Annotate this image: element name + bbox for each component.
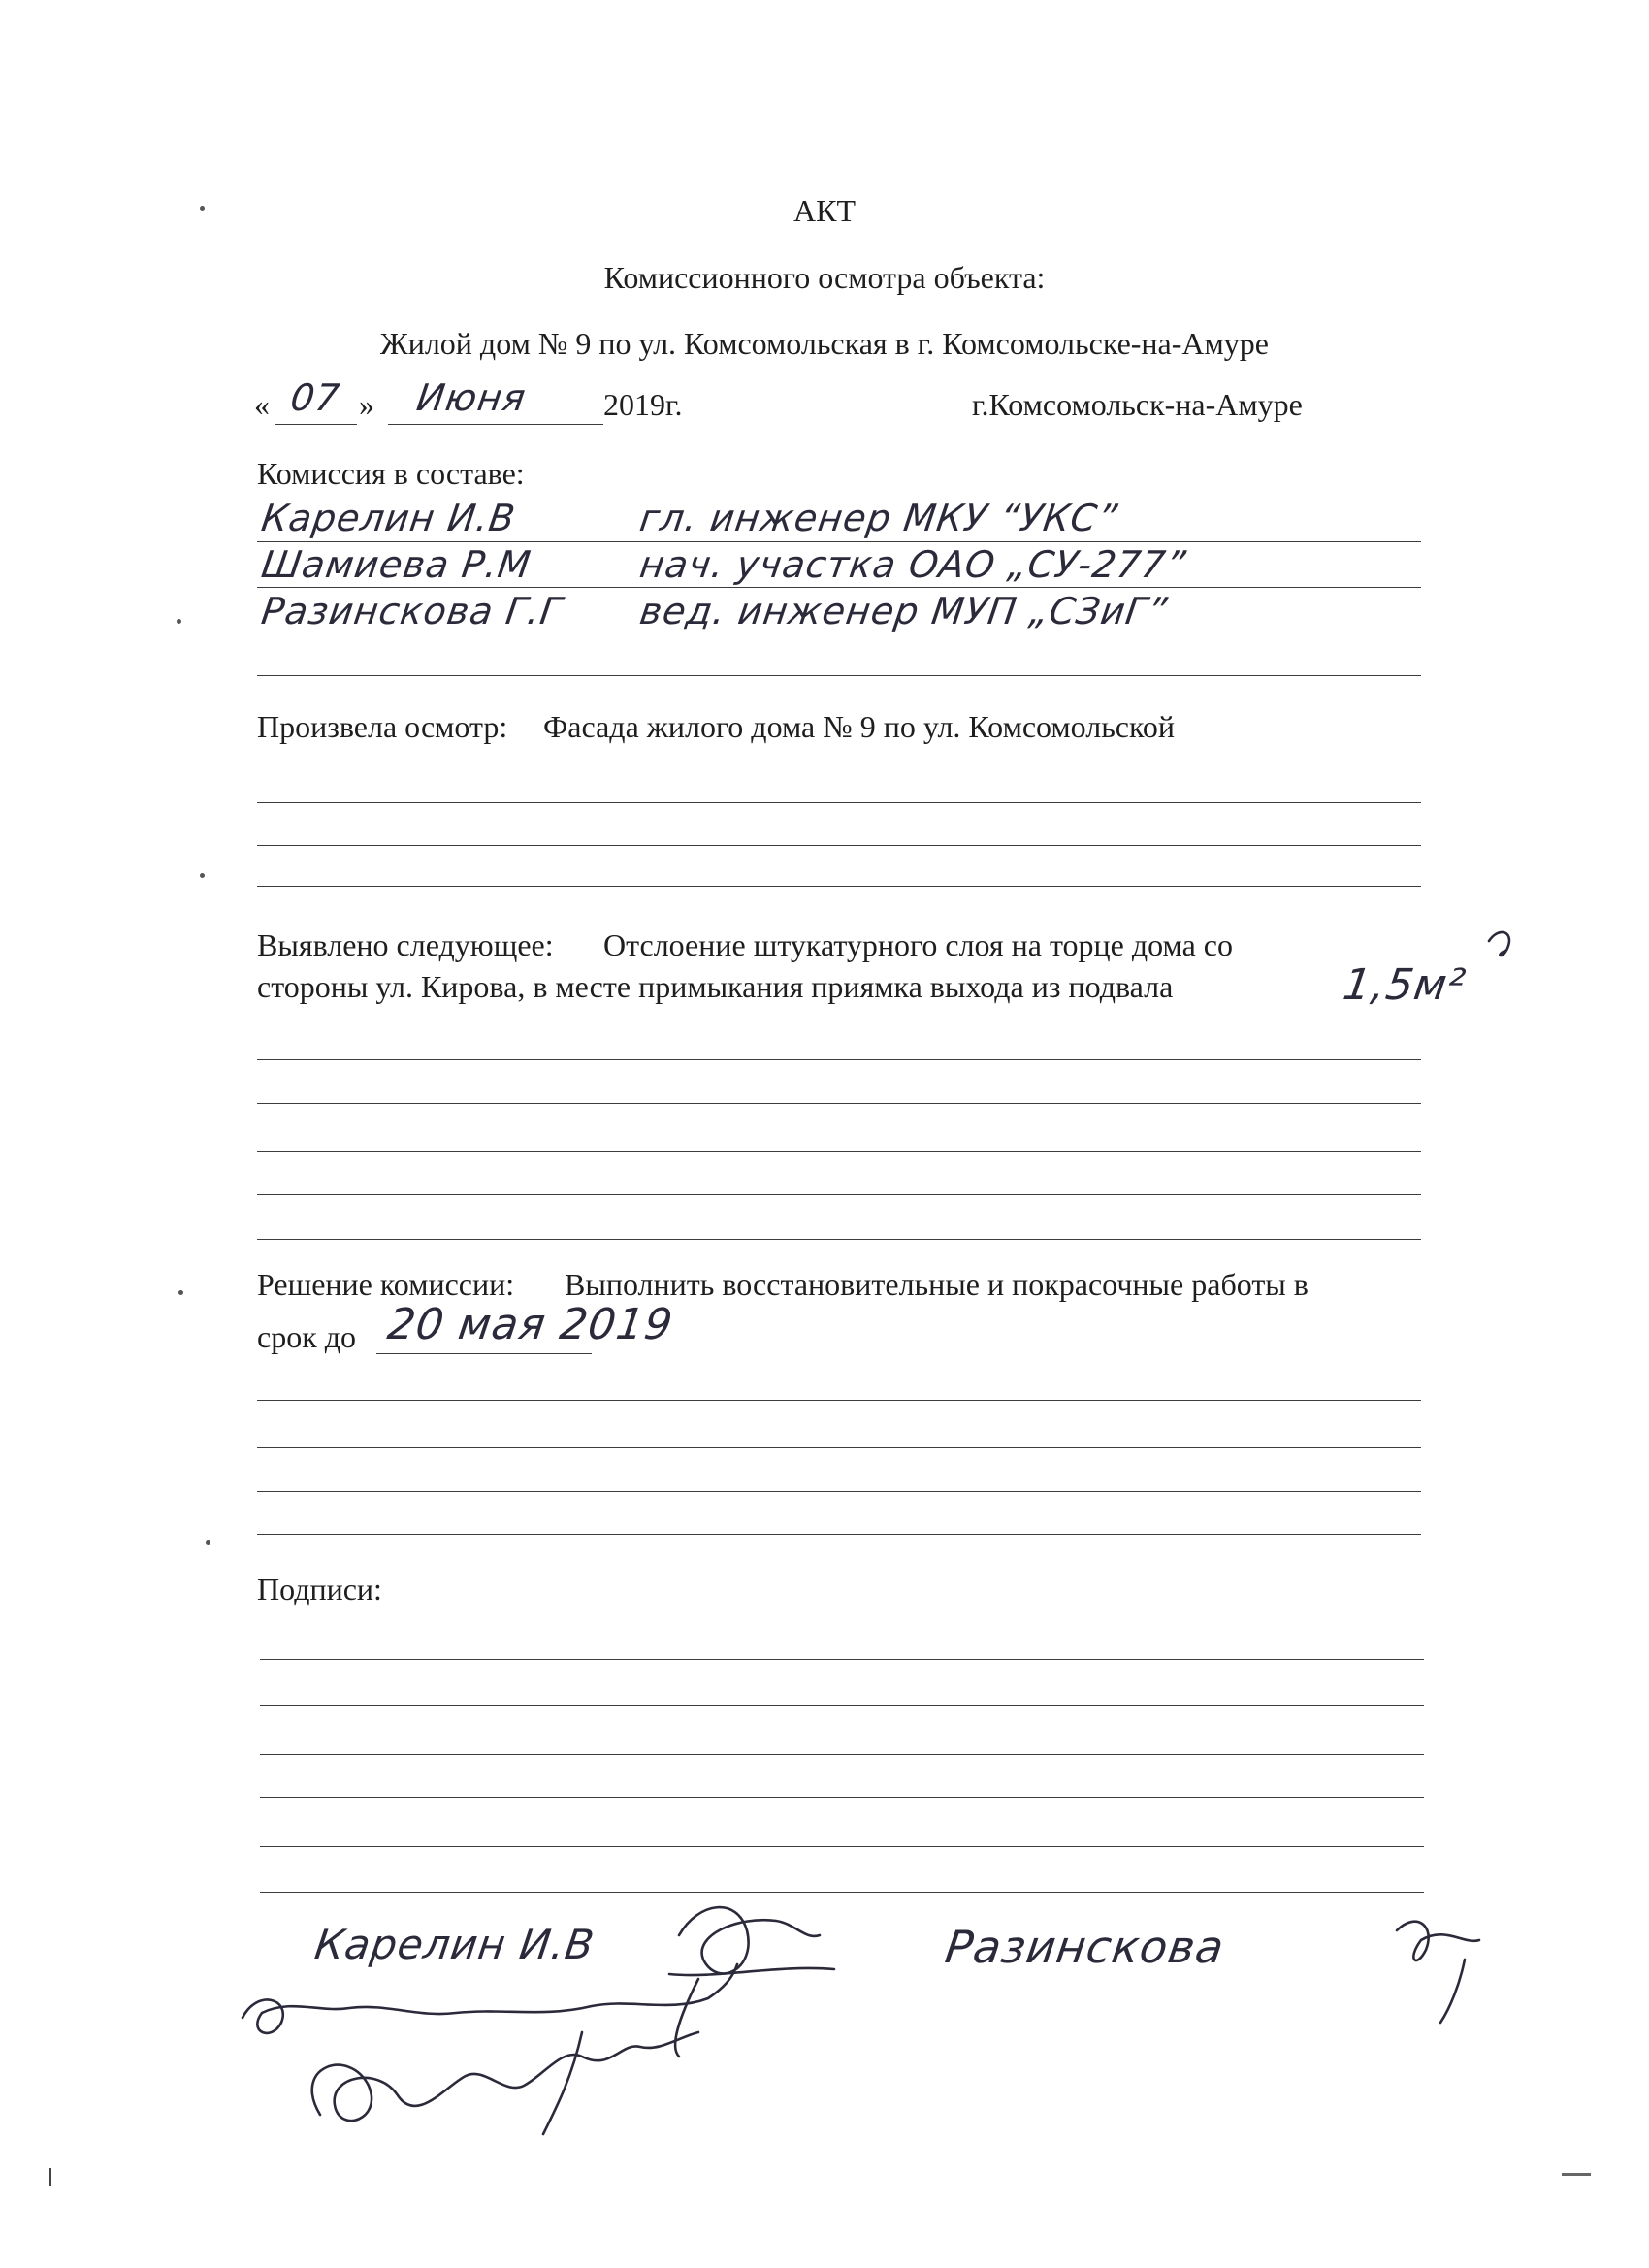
date-day: 07 xyxy=(287,376,343,419)
scan-dot xyxy=(177,619,181,624)
document-subtitle: Комиссионного осмотра объекта: xyxy=(603,260,1046,295)
decision-deadline-prefix: срок до xyxy=(257,1319,357,1354)
member-3-position: вед. инженер МУП „СЗиГ” xyxy=(636,590,1171,632)
date-close-quote: » xyxy=(359,387,374,422)
inspection-label: Произвела осмотр: xyxy=(257,709,508,744)
signature-mark-1 xyxy=(679,1907,820,1973)
findings-label: Выявлено следующее: xyxy=(257,927,554,962)
member-2-position: нач. участка ОАО „СУ-277” xyxy=(636,543,1189,586)
member-2-name: Шамиева Р.М xyxy=(258,543,534,586)
findings-line-2: стороны ул. Кирова, в месте примыкания приямка выхода из подвала xyxy=(257,969,1174,1004)
signature-mark-2 xyxy=(242,1964,737,2033)
findings-line-1: Отслоение штукатурного слоя на торце дома со xyxy=(603,927,1233,962)
document-title: АКТ xyxy=(793,193,856,228)
date-month: Июня xyxy=(413,376,530,419)
member-1-name: Карелин И.В xyxy=(258,497,519,539)
scan-edge-mark xyxy=(1562,2173,1591,2176)
signatures-label: Подписи: xyxy=(257,1571,382,1606)
signature-razinskova: Разинскова xyxy=(942,1921,1228,1973)
object-description: Жилой дом № 9 по ул. Комсомольская в г. Комсомольске-на-Амуре xyxy=(380,326,1269,361)
decision-deadline: 20 мая 2019 xyxy=(384,1300,677,1349)
decision-line-1: Выполнить восстановительные и покрасочные работы в xyxy=(565,1267,1309,1302)
city: г.Комсомольск-на-Амуре xyxy=(972,387,1303,422)
findings-area-note: 1,5м² xyxy=(1340,960,1470,1010)
member-3-name: Разинскова Г.Г xyxy=(258,590,566,632)
decision-label: Решение комиссии: xyxy=(257,1267,515,1302)
area-superscript-mark xyxy=(1489,932,1509,956)
scan-dot xyxy=(206,1540,210,1545)
scan-edge-mark xyxy=(48,2168,51,2186)
signature-stroke-2 xyxy=(675,1979,698,2057)
scan-dot xyxy=(200,873,205,878)
scan-dot xyxy=(178,1290,183,1295)
signature-stroke-3 xyxy=(543,2032,582,2134)
signature-underline-1 xyxy=(669,1968,834,1975)
date-year: 2019г. xyxy=(603,387,683,422)
signature-mark-3 xyxy=(312,2032,698,2121)
scan-dot xyxy=(200,206,205,211)
member-1-position: гл. инженер МКУ “УКС” xyxy=(636,497,1121,539)
date-open-quote: « xyxy=(254,387,270,422)
commission-label: Комиссия в составе: xyxy=(257,456,525,491)
inspection-text: Фасада жилого дома № 9 по ул. Комсомольской xyxy=(543,709,1176,744)
signature-karelin: Карелин И.В xyxy=(311,1921,598,1968)
signature-mark-4 xyxy=(1397,1922,1479,2023)
